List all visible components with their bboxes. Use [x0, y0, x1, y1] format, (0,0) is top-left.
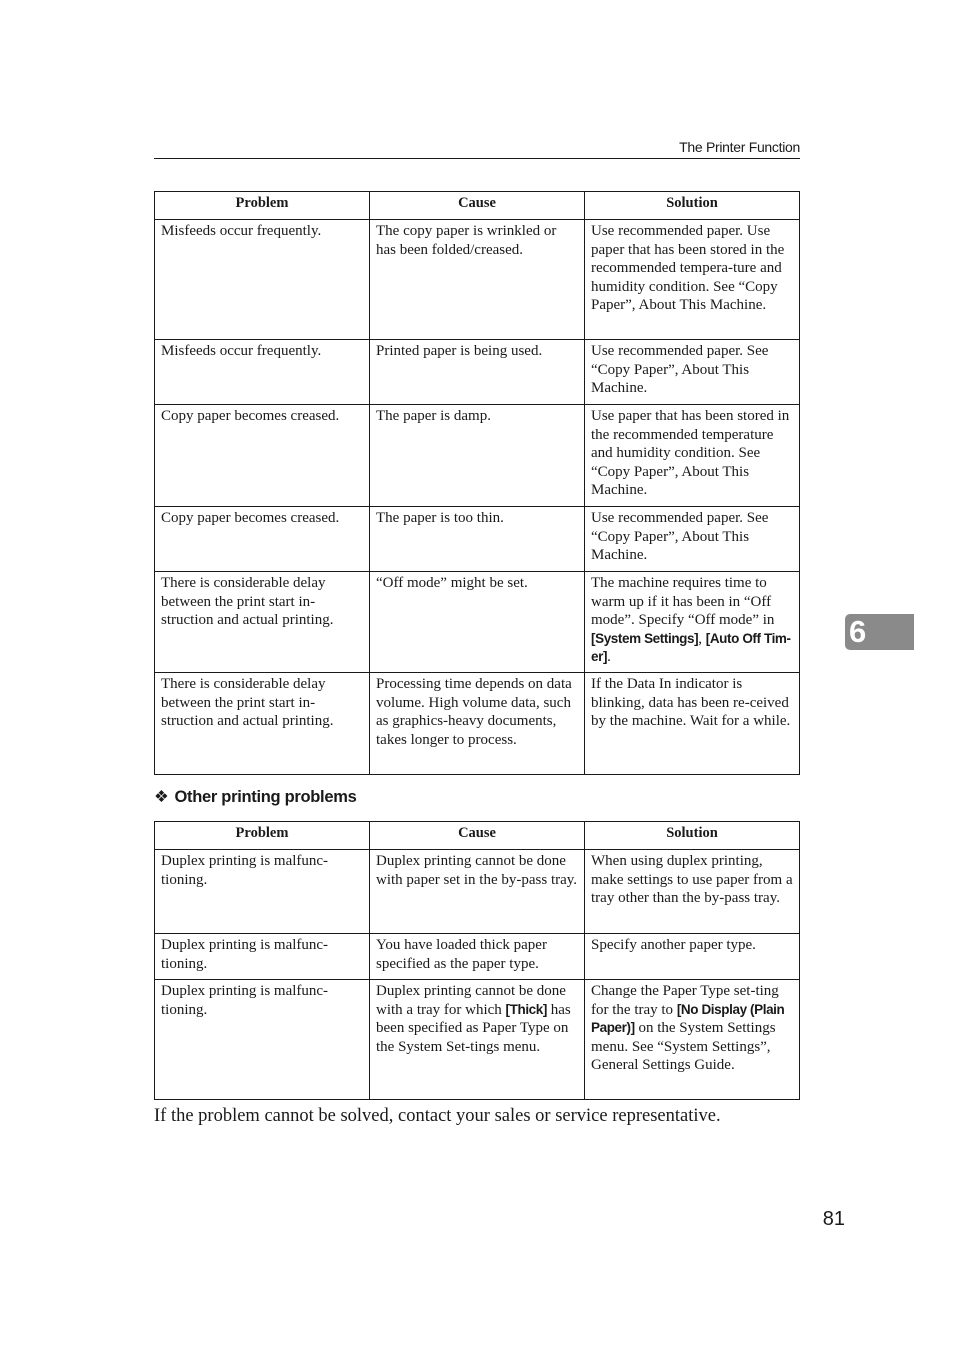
cause-cell: “Off mode” might be set. — [370, 572, 585, 673]
diamond-bullet-icon: ❖ — [154, 788, 169, 806]
problem-cell: Duplex printing is malfunc-tioning. — [155, 980, 370, 1100]
system-settings-key-label: [System Settings] — [591, 630, 699, 646]
table-header-row — [155, 192, 800, 220]
solution-cell — [585, 572, 800, 673]
problem-cell: Copy paper becomes creased. — [155, 507, 370, 572]
problem-cell: Misfeeds occur frequently. — [155, 340, 370, 405]
cause-cell: Processing time depends on data volume. High volume data, such as graphics-heavy documents, takes longer to process. — [370, 673, 585, 775]
table-row — [155, 572, 800, 673]
cause-cell: The copy paper is wrinkled or has been folded/creased. — [370, 220, 585, 340]
column-header-solution: Solution — [585, 822, 800, 850]
troubleshooting-table-printing — [154, 821, 800, 1100]
cause-text: Duplex printing cannot be done with a tray for which — [376, 983, 566, 1018]
section-heading-text: Other printing problems — [174, 788, 357, 806]
chapter-tab — [845, 614, 914, 650]
table-row — [155, 405, 800, 507]
thick-key-label: [Thick] — [505, 1001, 547, 1017]
solution-end-text: on the System Settings menu. See “System Settings”, General Settings Guide. — [591, 1020, 776, 1073]
problem-cell: There is considerable delay between the print start in-struction and actual printing. — [155, 673, 370, 775]
solution-text: Change the Paper Type set-ting for the tray to — [591, 983, 779, 1018]
solution-cell: Use paper that has been stored in the recommended temperature and humidity condition. See “Copy Paper”, About This Machine. — [585, 405, 800, 507]
column-header-cause: Cause — [370, 192, 585, 220]
table-header-row — [155, 822, 800, 850]
table-row — [155, 220, 800, 340]
table-row — [155, 340, 800, 405]
solution-cell: Use recommended paper. Use paper that has been stored in the recommended tempera-ture and humidity condition. See “Copy Paper”, About This Machine. — [585, 220, 800, 340]
cause-cell: Printed paper is being used. — [370, 340, 585, 405]
cause-cell: Duplex printing cannot be done with paper set in the by-pass tray. — [370, 850, 585, 934]
column-header-problem: Problem — [155, 822, 370, 850]
cause-cell: The paper is damp. — [370, 405, 585, 507]
solution-cell: Use recommended paper. See “Copy Paper”, About This Machine. — [585, 340, 800, 405]
problem-cell: Misfeeds occur frequently. — [155, 220, 370, 340]
troubleshooting-table-paper — [154, 191, 800, 775]
cause-cell — [370, 980, 585, 1100]
page-number: 81 — [822, 1208, 845, 1230]
table-row — [155, 507, 800, 572]
separator-text: , — [698, 630, 706, 647]
solution-cell — [585, 980, 800, 1100]
closing-note: If the problem cannot be solved, contact your sales or service representative. — [154, 1106, 721, 1126]
problem-cell: Copy paper becomes creased. — [155, 405, 370, 507]
table-row — [155, 673, 800, 775]
section-heading — [154, 786, 356, 808]
cause-cell: The paper is too thin. — [370, 507, 585, 572]
cause-end-text: has been specified as Paper Type on the System Set-tings menu. — [376, 1001, 571, 1055]
header-rule — [154, 158, 800, 159]
column-header-problem: Problem — [155, 192, 370, 220]
solution-cell: Use recommended paper. See “Copy Paper”, About This Machine. — [585, 507, 800, 572]
cause-cell: You have loaded thick paper specified as the paper type. — [370, 934, 585, 980]
table-row — [155, 980, 800, 1100]
solution-end-text: . — [607, 649, 611, 665]
solution-cell: When using duplex printing, make settings to use paper from a tray other than the by-pass tray. — [585, 850, 800, 934]
solution-text: The machine requires time to warm up if it has been in “Off mode”. Specify “Off mode” in — [591, 575, 775, 628]
running-header-title: The Printer Function — [679, 139, 800, 155]
solution-cell: If the Data In indicator is blinking, data has been re-ceived by the machine. Wait for a while. — [585, 673, 800, 775]
table-row — [155, 850, 800, 934]
solution-cell: Specify another paper type. — [585, 934, 800, 980]
problem-cell: There is considerable delay between the print start in-struction and actual printing. — [155, 572, 370, 673]
problem-cell: Duplex printing is malfunc-tioning. — [155, 850, 370, 934]
table-row — [155, 934, 800, 980]
problem-cell: Duplex printing is malfunc-tioning. — [155, 934, 370, 980]
auto-off-timer-key-label: [Auto Off Tim-er] — [591, 630, 791, 664]
chapter-number: 6 — [849, 614, 867, 649]
no-display-plain-paper-key-label: [No Display (Plain Paper)] — [591, 1001, 785, 1035]
column-header-solution: Solution — [585, 192, 800, 220]
column-header-cause: Cause — [370, 822, 585, 850]
